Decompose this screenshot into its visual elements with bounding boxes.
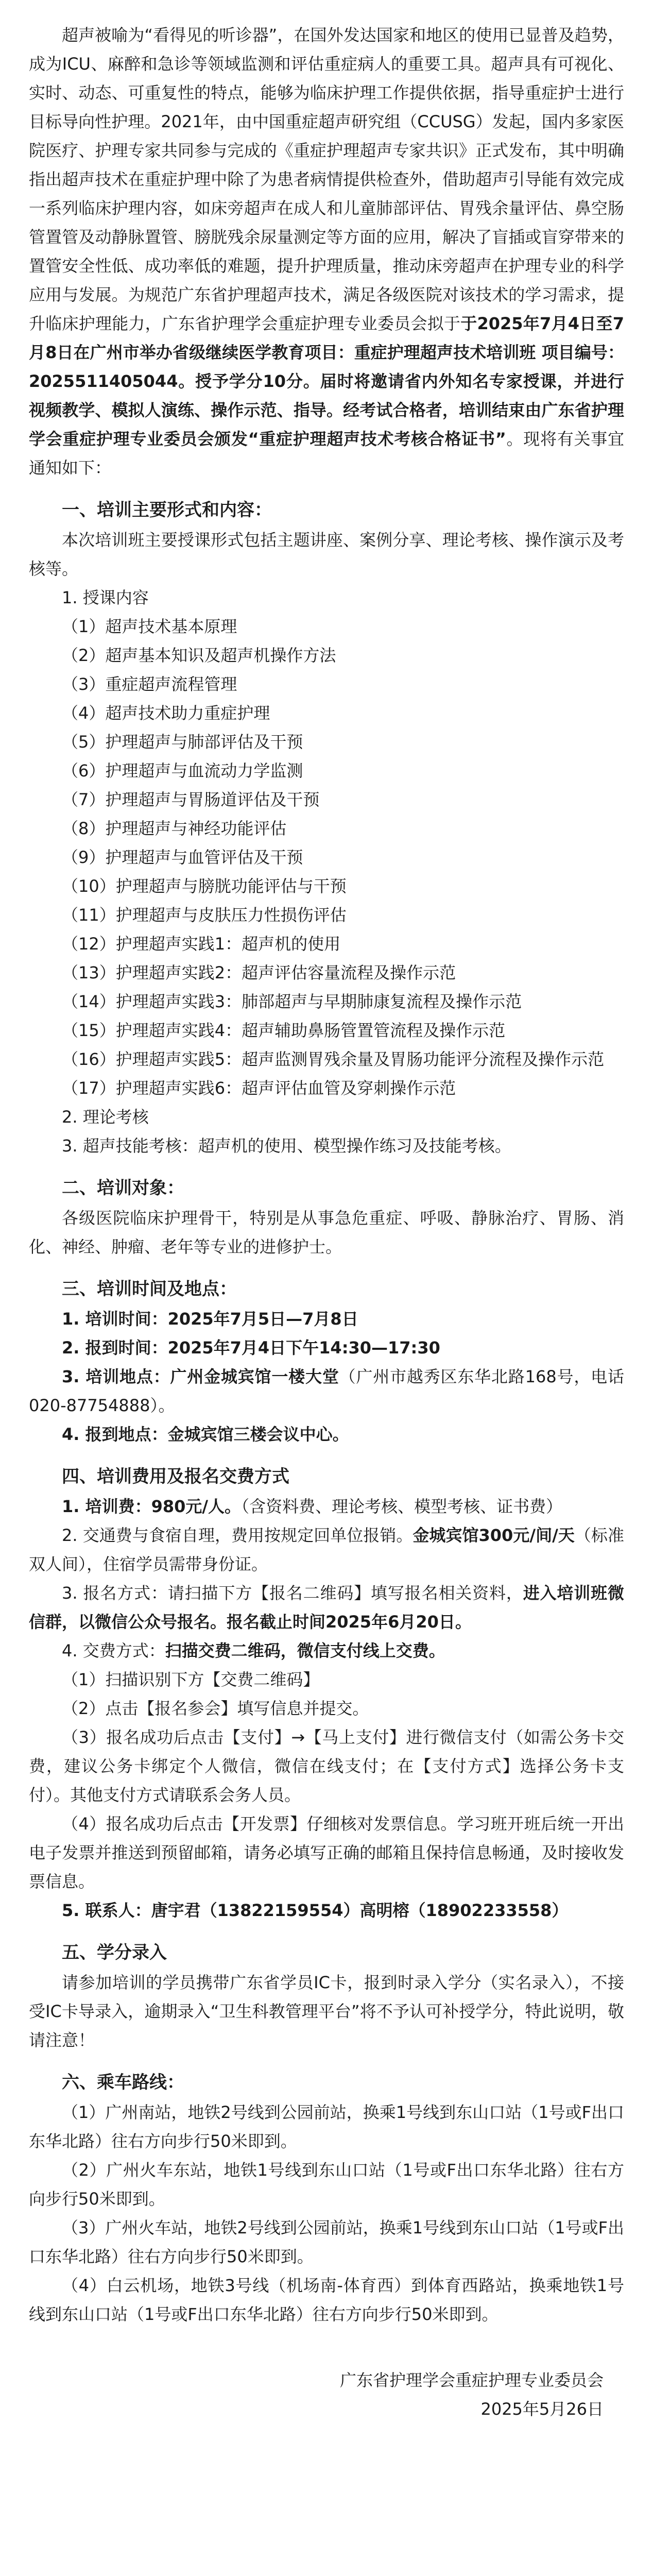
list-item: （5）护理超声与肺部评估及干预 (62, 732, 303, 752)
intro-date: 于2025年7月4日至7月8日在广州市举办省级继续医学教育项目： (29, 314, 624, 362)
subheading: 2. 理论考核 (62, 1107, 149, 1127)
route-item: （1）广州南站，地铁2号线到公园前站，换乘1号线到东山口站（1号或F出口东华北路）往右方向步行50米即到。 (29, 2103, 624, 2151)
subheading: 3. 超声技能考核：超声机的使用、模型操作练习及技能考核。 (62, 1136, 511, 1156)
section-heading-time-place: 三、培训时间及地点： (62, 1279, 237, 1299)
pay-step: （4）报名成功后点击【开发票】仔细核对发票信息。学习班开班后统一开出电子发票并推送到预留邮箱，请务必填写正确的邮箱且保持信息畅通，及时接收发票信息。 (29, 1814, 624, 1891)
intro-project: 重症护理超声技术培训班 项目编号：2025511405044。授予学分10分。届时将邀请省内外知名专家授课，并进行视频教学、模拟人演练、操作示范、指导。经考试合格者，培训结束由广东省护理学会重症护理专业委员会颁发 (29, 343, 624, 449)
list-item: （8）护理超声与神经功能评估 (62, 819, 287, 838)
intro-tail: 。现将有关事宜通知如下： (29, 429, 624, 478)
list-item: （3）重症超声流程管理 (62, 674, 237, 694)
section-text: 请参加培训的学员携带广东省学员IC卡，报到时录入学分（实名录入），不接受IC卡导录入，逾期录入“卫生科教管理平台”将不予认可补授学分，特此说明，敬请注意！ (29, 1973, 624, 2050)
pay-line: 4. 交费方式：扫描交费二维码，微信支付线上交费。 (62, 1641, 445, 1660)
list-item: （9）护理超声与血管评估及干预 (62, 848, 303, 867)
list-item: （1）超声技术基本原理 (62, 617, 237, 636)
fee-line: 1. 培训费：980元/人。（含资料费、理论考核、模型考核、证书费） (62, 1497, 563, 1516)
contact-line: 5. 联系人：唐宇君（13822159554）高明榕（18902233558） (62, 1901, 569, 1920)
route-item: （2）广州火车东站，地铁1号线到东山口站（1号或F出口东华北路）往右方向步行50米即到。 (29, 2160, 624, 2209)
intro-paragraph (29, 21, 624, 482)
course-list (29, 612, 624, 1103)
notice-body (29, 21, 624, 2424)
signature-date: 2025年5月26日 (480, 2399, 604, 2419)
section-heading-content: 一、培训主要形式和内容： (62, 500, 272, 520)
signature-org: 广东省护理学会重症护理专业委员会 (339, 2370, 604, 2390)
section-text: 本次培训班主要授课形式包括主题讲座、案例分享、理论考核、操作演示及考核等。 (29, 530, 624, 579)
list-item: （13）护理超声实践2：超声评估容量流程及操作示范 (62, 963, 456, 982)
section-heading-routes: 六、乘车路线： (62, 2072, 184, 2093)
list-item: （14）护理超声实践3：肺部超声与早期肺康复流程及操作示范 (62, 992, 522, 1011)
list-item: （12）护理超声实践1：超声机的使用 (62, 934, 341, 954)
section-heading-audience: 二、培训对象： (62, 1178, 184, 1198)
pay-step: （2）点击【报名参会】填写信息并提交。 (62, 1699, 369, 1718)
intro-certificate: “重症护理超声技术考核合格证书” (248, 429, 506, 449)
list-item: （17）护理超声实践6：超声评估血管及穿刺操作示范 (62, 1078, 456, 1098)
signup-line: 3. 报名方式：请扫描下方【报名二维码】填写报名相关资料，进入培训班微信群，以微信公众号报名。报名截止时间2025年6月20日。 (29, 1583, 624, 1632)
pay-step: （1）扫描识别下方【交费二维码】 (62, 1670, 320, 1689)
subheading: 1. 授课内容 (62, 588, 149, 607)
intro-text: 超声被喻为“看得见的听诊器”，在国外发达国家和地区的使用已显普及趋势，成为ICU、麻醉和急诊等领域监测和评估重症病人的重要工具。超声具有可视化、实时、动态、可重复性的特点，能够为临床护理工作提供依据，指导重症护士进行目标导向性护理。2021年，由中国重症超声研究组（CCUSG）发起，国内多家医院医疗、护理专家共同参与完成的《重症护理超声专家共识》正式发布，其中明确指出超声技术在重症护理中除了为患者病情提供检查外，借助超声引导能有效完成一系列临床护理内容，如床旁超声在成人和儿童肺部评估、胃残余量评估、鼻空肠管置管及动静脉置管、膀胱残余尿量测定等方面的应用，解决了盲插或盲穿带来的置管安全性低、成功率低的难题，提升护理质量，推动床旁超声在护理专业的科学应用与发展。为规范广东省护理超声技术，满足各级医院对该技术的学习需求，提升临床护理能力，广东省护理学会重症护理专业委员会拟于 (29, 25, 624, 333)
route-item: （3）广州火车站，地铁2号线到公园前站，换乘1号线到东山口站（1号或F出口东华北路）往右方向步行50米即到。 (29, 2218, 624, 2266)
report-time: 2. 报到时间：2025年7月4日下午14:30—17:30 (62, 1338, 440, 1358)
section-text: 各级医院临床护理骨干，特别是从事急危重症、呼吸、静脉治疗、胃肠、消化、神经、肿瘤、老年等专业的进修护士。 (29, 1208, 624, 1257)
section-heading-credits: 五、学分录入 (62, 1942, 167, 1963)
section-heading-fee: 四、培训费用及报名交费方式 (62, 1466, 289, 1487)
list-item: （7）护理超声与胃肠道评估及干预 (62, 790, 320, 809)
list-item: （11）护理超声与皮肤压力性损伤评估 (62, 905, 347, 925)
list-item: （15）护理超声实践4：超声辅助鼻肠管置管流程及操作示范 (62, 1021, 506, 1040)
route-item: （4）白云机场，地铁3号线（机场南-体育西）到体育西路站，换乘地铁1号线到东山口站（1号或F出口东华北路）往右方向步行50米即到。 (29, 2276, 624, 2324)
checkin-place: 4. 报到地点：金城宾馆三楼会议中心。 (62, 1425, 349, 1444)
list-item: （6）护理超声与血流动力学监测 (62, 761, 303, 781)
list-item: （16）护理超声实践5：超声监测胃残余量及胃肠功能评分流程及操作示范 (62, 1049, 605, 1069)
training-place: 3. 培训地点：广州金城宾馆一楼大堂（广州市越秀区东华北路168号，电话020-87754888）。 (29, 1367, 624, 1415)
list-item: （2）超声基本知识及超声机操作方法 (62, 646, 336, 665)
list-item: （10）护理超声与膀胱功能评估与干预 (62, 876, 347, 896)
pay-step: （3）报名成功后点击【支付】→【马上支付】进行微信支付（如需公务卡交费，建议公务卡绑定个人微信，微信在线支付；在【支付方式】选择公务卡支付）。其他支付方式请联系会务人员。 (29, 1727, 624, 1805)
training-time: 1. 培训时间：2025年7月5日—7月8日 (62, 1309, 358, 1329)
lodging-line: 2. 交通费与食宿自理，费用按规定回单位报销。金城宾馆300元/间/天（标准双人间），住宿学员需带身份证。 (29, 1526, 624, 1574)
list-item: （4）超声技术助力重症护理 (62, 703, 270, 723)
